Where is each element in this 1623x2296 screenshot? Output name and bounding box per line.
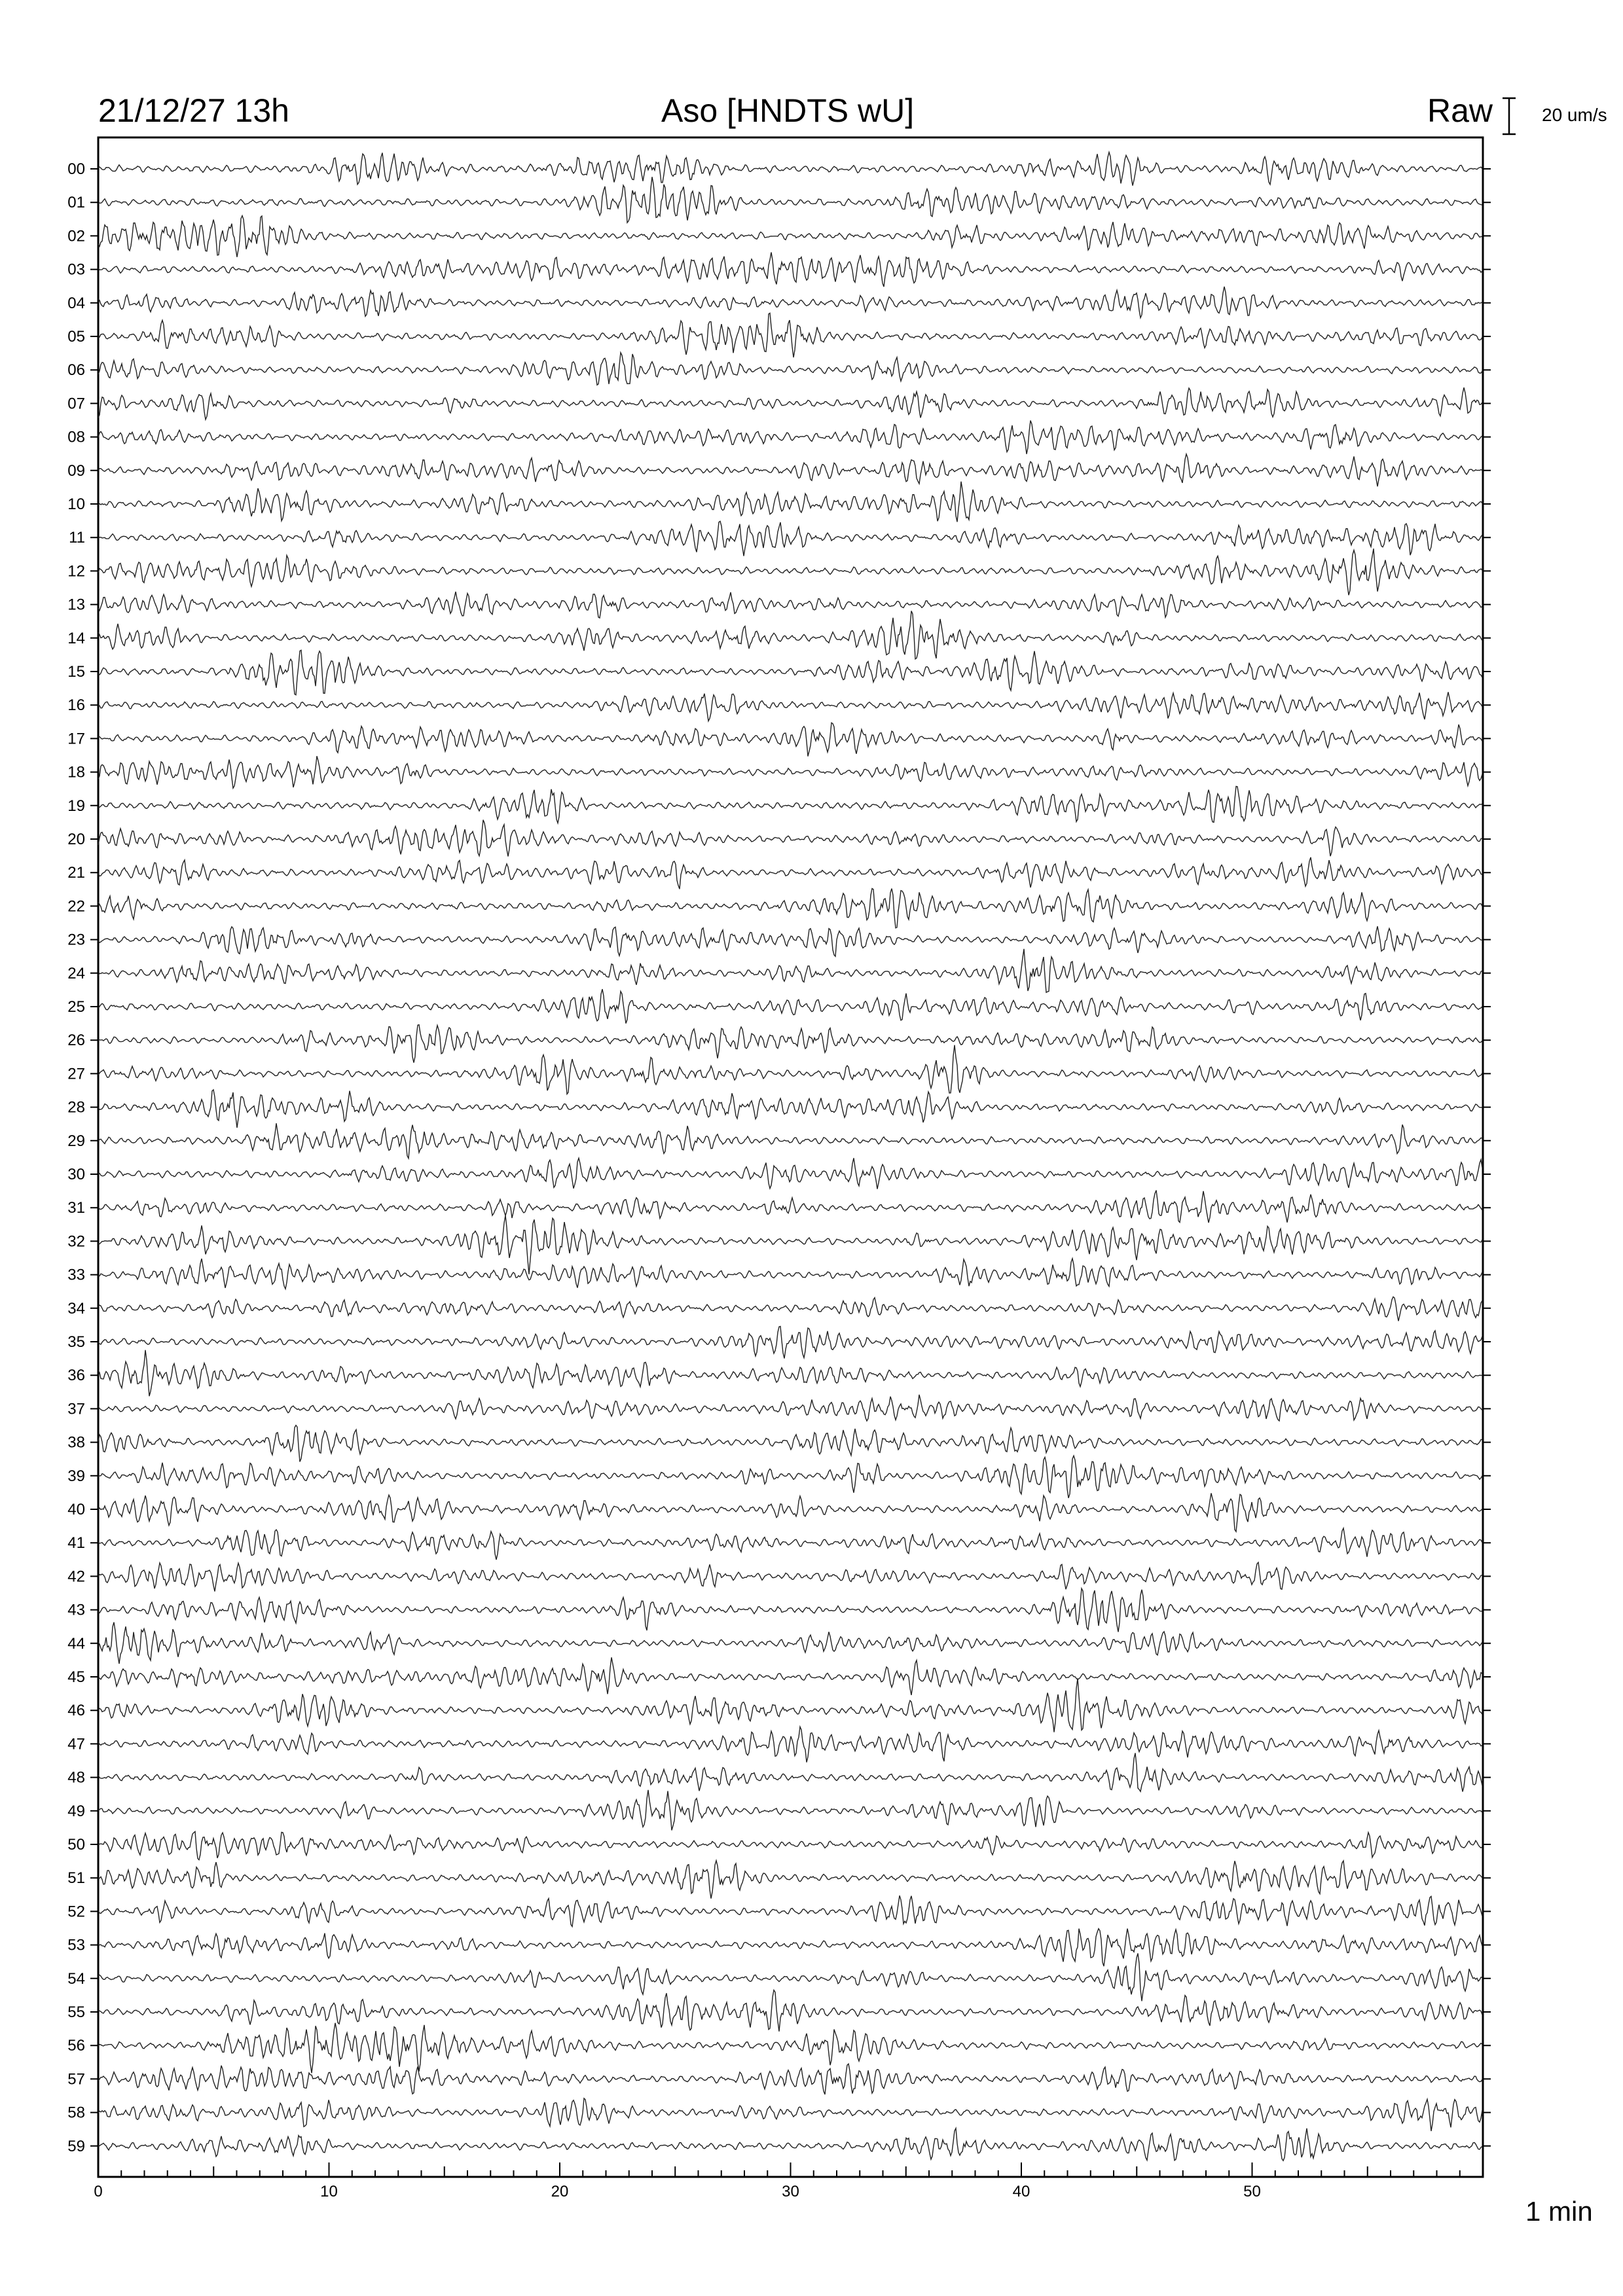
trace-row-45: [98, 1657, 1482, 1695]
row-label-45: 45: [67, 1668, 85, 1686]
trace-row-43: [98, 1588, 1482, 1632]
row-label-39: 39: [67, 1467, 85, 1485]
trace-row-25: [98, 989, 1482, 1023]
x-tick-label-10: 10: [320, 2183, 338, 2200]
trace-row-36: [98, 1350, 1482, 1397]
row-label-32: 32: [67, 1232, 85, 1251]
trace-row-13: [98, 592, 1482, 618]
trace-row-47: [98, 1727, 1482, 1762]
trace-row-55: [98, 1990, 1482, 2032]
plot-frame: [98, 137, 1483, 2177]
trace-row-24: [98, 949, 1482, 993]
row-label-00: 00: [67, 160, 85, 178]
x-tick-label-50: 50: [1243, 2183, 1261, 2200]
trace-row-33: [98, 1259, 1482, 1289]
trace-row-14: [98, 611, 1482, 659]
row-label-15: 15: [67, 663, 85, 681]
mode-label: Raw: [1427, 92, 1493, 129]
row-label-29: 29: [67, 1132, 85, 1150]
row-label-42: 42: [67, 1568, 85, 1586]
scale-bar: [1503, 98, 1516, 134]
trace-row-51: [98, 1861, 1482, 1899]
trace-row-54: [98, 1954, 1482, 2001]
trace-row-35: [98, 1327, 1482, 1359]
row-label-43: 43: [67, 1601, 85, 1619]
trace-row-07: [98, 387, 1482, 420]
station-title: Aso [HNDTS wU]: [661, 92, 915, 129]
trace-row-21: [98, 857, 1482, 889]
row-label-19: 19: [67, 797, 85, 815]
x-tick-group: [94, 2162, 1483, 2200]
row-label-50: 50: [67, 1836, 85, 1854]
row-label-18: 18: [67, 763, 85, 781]
x-tick-label-40: 40: [1012, 2183, 1030, 2200]
row-label-07: 07: [67, 395, 85, 413]
row-label-11: 11: [69, 529, 85, 547]
trace-row-46: [98, 1678, 1482, 1732]
trace-row-18: [98, 756, 1482, 788]
row-label-01: 01: [67, 194, 85, 212]
trace-row-00: [98, 152, 1482, 186]
row-label-37: 37: [67, 1400, 85, 1418]
row-label-35: 35: [67, 1333, 85, 1351]
trace-row-29: [98, 1123, 1482, 1158]
row-label-49: 49: [67, 1802, 85, 1820]
trace-row-28: [98, 1090, 1482, 1128]
trace-row-56: [98, 2023, 1482, 2073]
trace-row-17: [98, 723, 1482, 756]
trace-row-22: [98, 889, 1482, 928]
x-tick-label-0: 0: [94, 2183, 103, 2200]
trace-row-20: [98, 820, 1482, 857]
trace-row-37: [98, 1395, 1482, 1421]
row-label-21: 21: [67, 864, 85, 882]
row-label-55: 55: [67, 2003, 85, 2021]
row-label-16: 16: [67, 696, 85, 715]
row-label-53: 53: [67, 1936, 85, 1954]
trace-row-27: [98, 1045, 1482, 1094]
row-label-51: 51: [67, 1869, 85, 1888]
row-label-group: [67, 160, 85, 2155]
trace-row-02: [98, 216, 1482, 257]
trace-row-06: [98, 353, 1482, 386]
row-label-36: 36: [67, 1367, 85, 1385]
trace-row-44: [98, 1623, 1482, 1664]
trace-row-15: [98, 650, 1482, 694]
row-label-26: 26: [67, 1031, 85, 1050]
row-label-25: 25: [67, 998, 85, 1016]
row-label-30: 30: [67, 1166, 85, 1183]
x-tick-label-30: 30: [782, 2183, 799, 2200]
trace-row-16: [98, 692, 1482, 721]
trace-row-31: [98, 1191, 1482, 1223]
row-label-17: 17: [67, 730, 85, 748]
row-label-52: 52: [67, 1903, 85, 1921]
trace-row-42: [98, 1562, 1482, 1591]
row-label-22: 22: [67, 897, 85, 916]
trace-row-41: [98, 1528, 1482, 1560]
trace-row-30: [98, 1158, 1482, 1189]
trace-row-03: [98, 253, 1482, 287]
row-label-54: 54: [67, 1969, 85, 1988]
row-label-31: 31: [67, 1199, 85, 1217]
row-label-28: 28: [67, 1098, 85, 1117]
trace-row-23: [98, 926, 1482, 956]
amplitude-scale-label: 20 um/s: [1542, 105, 1607, 125]
x-tick-label-20: 20: [551, 2183, 569, 2200]
trace-row-11: [98, 521, 1482, 556]
row-label-04: 04: [67, 294, 85, 312]
row-label-41: 41: [67, 1534, 85, 1552]
trace-row-50: [98, 1831, 1482, 1859]
trace-row-12: [98, 548, 1482, 595]
row-label-24: 24: [67, 964, 85, 982]
date-hour-label: 21/12/27 13h: [98, 92, 289, 129]
row-label-10: 10: [67, 495, 85, 513]
row-label-12: 12: [67, 562, 85, 581]
trace-row-32: [98, 1215, 1482, 1274]
row-label-58: 58: [67, 2104, 85, 2122]
row-label-46: 46: [67, 1702, 85, 1720]
trace-row-08: [98, 421, 1482, 454]
trace-row-38: [98, 1426, 1482, 1462]
row-label-20: 20: [67, 831, 85, 848]
trace-row-48: [98, 1753, 1482, 1791]
trace-group: [98, 152, 1482, 2161]
row-label-40: 40: [67, 1501, 85, 1518]
trace-row-49: [98, 1790, 1482, 1831]
row-label-44: 44: [67, 1634, 85, 1653]
trace-row-09: [98, 454, 1482, 487]
row-label-59: 59: [67, 2137, 85, 2155]
row-label-06: 06: [67, 361, 85, 380]
row-tick-group: [90, 169, 1491, 2146]
trace-row-40: [98, 1493, 1482, 1532]
trace-row-26: [98, 1025, 1482, 1063]
trace-row-39: [98, 1456, 1482, 1498]
row-label-14: 14: [67, 629, 85, 647]
row-label-47: 47: [67, 1735, 85, 1753]
row-label-05: 05: [67, 328, 85, 346]
row-label-56: 56: [67, 2037, 85, 2055]
trace-row-04: [98, 287, 1482, 318]
row-label-57: 57: [67, 2070, 85, 2089]
x-axis-unit-label: 1 min: [1525, 2196, 1593, 2227]
row-label-27: 27: [67, 1065, 85, 1083]
trace-row-05: [98, 313, 1482, 357]
row-label-23: 23: [67, 931, 85, 949]
row-label-09: 09: [67, 461, 85, 480]
row-label-08: 08: [67, 428, 85, 446]
row-label-34: 34: [67, 1299, 85, 1318]
trace-row-57: [98, 2064, 1482, 2094]
trace-row-52: [98, 1895, 1482, 1926]
row-label-48: 48: [67, 1768, 85, 1787]
row-label-13: 13: [67, 596, 85, 614]
trace-row-59: [98, 2128, 1482, 2161]
trace-row-10: [98, 482, 1482, 522]
row-label-33: 33: [67, 1266, 85, 1284]
trace-row-58: [98, 2098, 1482, 2131]
row-label-02: 02: [67, 227, 85, 245]
trace-row-01: [98, 177, 1482, 223]
trace-row-53: [98, 1929, 1482, 1967]
row-label-03: 03: [67, 260, 85, 279]
trace-row-34: [98, 1297, 1482, 1321]
row-label-38: 38: [67, 1433, 85, 1452]
trace-row-19: [98, 787, 1482, 823]
